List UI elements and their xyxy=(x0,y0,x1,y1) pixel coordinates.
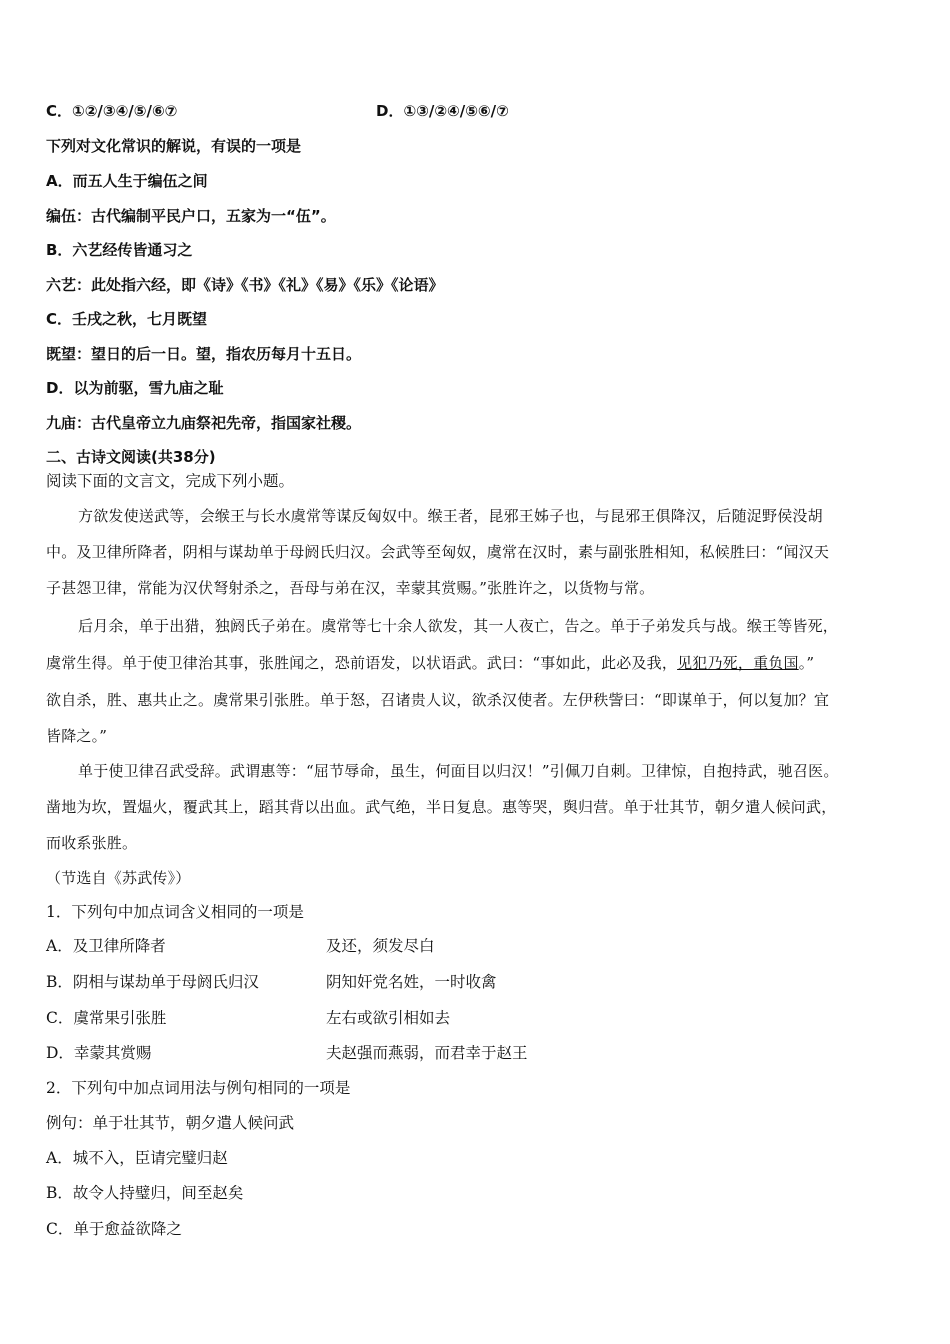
q1-option-a-right: 及还，须发尽白 xyxy=(326,937,435,955)
culture-option-d: D．以为前驱，雪九庙之耻 xyxy=(46,379,224,397)
q2-example: 例句：单于壮其节，朝夕遣人候问武 xyxy=(46,1114,295,1132)
culture-option-b: B．六艺经传皆通习之 xyxy=(46,241,193,259)
passage-p2-line3: 欲自杀，胜、惠共止之。虞常果引张胜。单于怒，召诸贵人议，欲杀汉使者。左伊秩訾曰：“即谋单于，何以复加？宜 xyxy=(46,691,830,709)
culture-option-c: C．壬戌之秋，七月既望 xyxy=(46,310,208,328)
q1-option-a-left: A．及卫律所降者 xyxy=(46,937,166,955)
culture-note-a: 编伍：古代编制平民户口，五家为一“伍”。 xyxy=(46,207,336,225)
q1-option-d-right: 夫赵强而燕弱，而君幸于赵王 xyxy=(326,1044,528,1062)
passage-p2-line4: 皆降之。” xyxy=(46,727,108,745)
option-d-top: D．①③/②④/⑤⑥/⑦ xyxy=(376,102,509,120)
q1-option-c-left: C．虞常果引张胜 xyxy=(46,1009,167,1027)
passage-p2-line2-end: 。” xyxy=(798,654,815,672)
passage-p1-line1: 方欲发使送武等，会缑王与长水虞常等谋反匈奴中。缑王者，昆邪王姊子也，与昆邪王俱降汉，后随浞野侯没胡 xyxy=(78,507,823,525)
option-c-top: C．①②/③④/⑤/⑥⑦ xyxy=(46,102,178,120)
passage-p3-line2: 凿地为坎，置煴火，覆武其上，蹈其背以出血。武气绝，半日复息。惠等哭，舆归营。单于壮其节，朝夕遣人候问武， xyxy=(46,798,837,816)
q1-option-b-right: 阴知奸党名姓，一时收禽 xyxy=(326,973,497,991)
culture-question-stem: 下列对文化常识的解说，有误的一项是 xyxy=(46,137,302,155)
passage-p3-line3: 而收系张胜。 xyxy=(46,834,138,852)
section2-heading: 二、古诗文阅读(共38分) xyxy=(46,448,216,466)
passage-p3-line1: 单于使卫律召武受辞。武谓惠等：“屈节辱命，虽生，何面目以归汉！”引佩刀自刺。卫律惊，自抱持武，驰召医。 xyxy=(78,762,839,780)
passage-p2-line1: 后月余，单于出猎，独阏氏子弟在。虞常等七十余人欲发，其一人夜亡，告之。单于子弟发兵与战。缑王等皆死， xyxy=(78,617,839,635)
passage-source: （节选自《苏武传》） xyxy=(46,869,191,887)
q1-option-b-left: B．阴相与谋劫单于母阏氏归汉 xyxy=(46,973,259,991)
q1-option-d-left: D．幸蒙其赏赐 xyxy=(46,1044,152,1062)
culture-note-b: 六艺：此处指六经，即《诗》《书》《礼》《易》《乐》《论语》 xyxy=(46,276,444,294)
q1-option-c-right: 左右或欲引相如去 xyxy=(326,1009,451,1027)
culture-note-c: 既望：望日的后一日。望，指农历每月十五日。 xyxy=(46,345,362,363)
q2-option-c: C．单于愈益欲降之 xyxy=(46,1220,182,1238)
passage-p2-line2 xyxy=(46,653,814,673)
section2-instruction: 阅读下面的文言文，完成下列小题。 xyxy=(46,472,295,490)
q2-option-a: A．城不入，臣请完璧归赵 xyxy=(46,1149,228,1167)
q2-option-b: B．故令人持璧归，间至赵矣 xyxy=(46,1184,244,1202)
passage-p2-line2-text: 虞常生得。单于使卫律治其事，张胜闻之，恐前语发，以状语武。武曰：“事如此，此必及我， xyxy=(46,654,678,672)
q2-stem: 2．下列句中加点词用法与例句相同的一项是 xyxy=(46,1079,351,1097)
underlined-sentence: 见犯乃死，重负国 xyxy=(677,654,799,672)
culture-option-a: A．而五人生于编伍之间 xyxy=(46,172,208,190)
passage-p1-line2: 中。及卫律所降者，阴相与谋劫单于母阏氏归汉。会武等至匈奴，虞常在汉时，素与副张胜相知，私候胜曰：“闻汉天 xyxy=(46,543,830,561)
culture-note-d: 九庙：古代皇帝立九庙祭祀先帝，指国家社稷。 xyxy=(46,414,362,432)
passage-p1-line3: 子甚怨卫律，常能为汉伏弩射杀之，吾母与弟在汉，幸蒙其赏赐。”张胜许之，以货物与常。 xyxy=(46,579,655,597)
q1-stem: 1．下列句中加点词含义相同的一项是 xyxy=(46,903,304,921)
